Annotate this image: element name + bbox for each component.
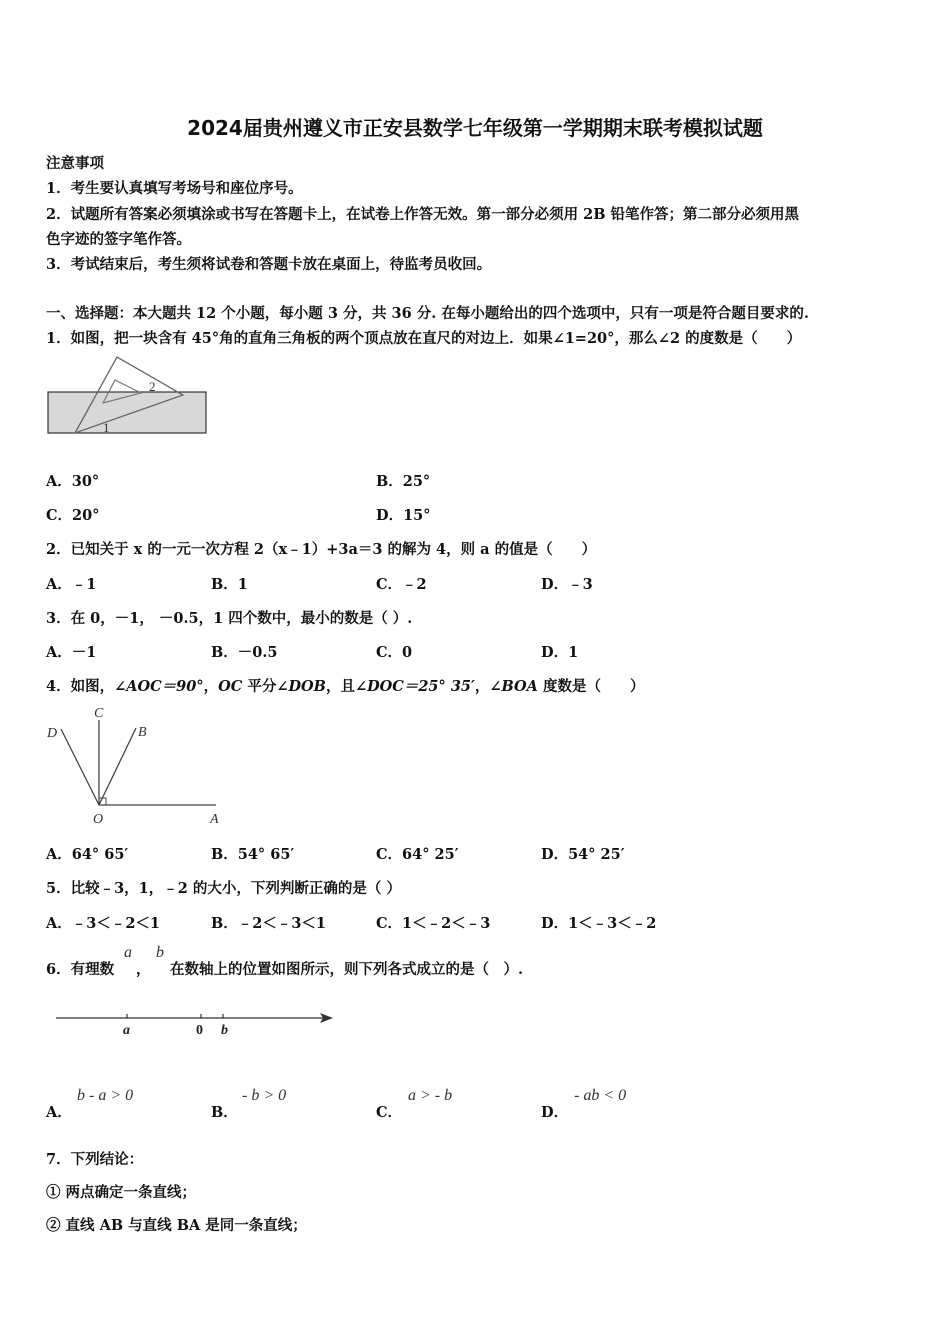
- q4-angle-boa: ∠BOA: [489, 678, 538, 695]
- q2-option-b[interactable]: B．1: [211, 576, 248, 593]
- q4-sep-2: 平分: [242, 678, 277, 695]
- axis-label-0: 0: [196, 1023, 203, 1038]
- point-c-label: C: [94, 706, 104, 721]
- q4-stem: [46, 675, 644, 696]
- q1-option-a[interactable]: A．30°: [46, 473, 100, 490]
- q6-option-a-label[interactable]: A．: [46, 1104, 72, 1121]
- q2-option-a[interactable]: A．﹣1: [46, 576, 97, 593]
- q5-option-c[interactable]: C．1＜﹣2＜﹣3: [376, 915, 491, 932]
- q4-option-d[interactable]: D．54° 25′: [541, 846, 625, 863]
- notice-item-3: 3．考试结束后，考生须将试卷和答题卡放在桌面上，待监考员收回。: [46, 256, 492, 273]
- angle-2-label: 2: [149, 379, 156, 394]
- q3-option-d[interactable]: D．1: [541, 644, 579, 661]
- q4-ray-oc: OC: [218, 678, 243, 695]
- q4-sep-3: ，且: [325, 678, 355, 695]
- section-heading: 一、选择题：本大题共 12 个小题，每小题 3 分，共 36 分. 在每小题给出的四个选项中，只有一项是符合题目要求的.: [46, 305, 809, 322]
- q3-option-c[interactable]: C．0: [376, 644, 413, 661]
- point-d-label: D: [47, 726, 58, 741]
- q6-option-d-label[interactable]: D．: [541, 1104, 569, 1121]
- point-b-label: B: [138, 725, 147, 740]
- q6-option-c-label[interactable]: C．: [376, 1104, 403, 1121]
- q4-angle-doc: ∠DOC＝25° 35′: [354, 678, 475, 695]
- q2-option-c[interactable]: C．﹣2: [376, 576, 427, 593]
- axis-label-b: b: [221, 1023, 228, 1038]
- q6-var-a: a: [124, 944, 132, 961]
- q1-ruler-triangle-figure: [45, 355, 210, 437]
- q7-stem: 7．下列结论：: [46, 1151, 144, 1168]
- q4-angle-aoc: ∠AOC＝90°: [114, 678, 204, 695]
- q5-option-a[interactable]: A．﹣3＜﹣2＜1: [46, 915, 161, 932]
- q6-comma: ，: [136, 961, 151, 978]
- notice-heading: 注意事项: [46, 155, 104, 172]
- q4-stem-pre: 4．如图，: [46, 678, 115, 695]
- q6-option-d-expr[interactable]: - ab < 0: [574, 1087, 627, 1104]
- notice-item-2-line-2: 色字迹的签字笔作答。: [46, 231, 191, 248]
- q4-option-b[interactable]: B．54° 65′: [211, 846, 295, 863]
- q4-angle-dob: ∠DOB: [276, 678, 326, 695]
- q6-stem-post: 在数轴上的位置如图所示，则下列各式成立的是（ ）.: [170, 961, 524, 978]
- angle-1-label: 1: [103, 420, 110, 435]
- q1-stem: 1．如图，把一块含有 45°角的直角三角板的两个顶点放在直尺的对边上．如果∠1=20°，那么∠2 的度数是（ ）: [46, 330, 802, 347]
- notice-item-2-line-1: 2．试题所有答案必须填涂或书写在答题卡上，在试卷上作答无效。第一部分必须用 2B 铅笔作答；第二部分必须用黑: [46, 206, 800, 223]
- q6-stem-pre: 6．有理数: [46, 961, 115, 978]
- q4-stem-post: 度数是（ ）: [537, 678, 645, 695]
- q7-item-1: ① 两点确定一条直线；: [46, 1184, 197, 1201]
- q2-stem: 2．已知关于 x 的一元一次方程 2（x﹣1）+3a＝3 的解为 4，则 a 的值是（ ）: [46, 541, 597, 558]
- axis-label-a: a: [123, 1023, 130, 1038]
- notice-item-1: 1．考生要认真填写考场号和座位序号。: [46, 180, 303, 197]
- q3-option-b[interactable]: B．－0.5: [211, 644, 278, 661]
- q3-stem: 3．在 0，－1， －0.5，1 四个数中，最小的数是（ ）.: [46, 610, 413, 627]
- q1-option-b[interactable]: B．25°: [376, 473, 431, 490]
- q2-option-d[interactable]: D．﹣3: [541, 576, 593, 593]
- q3-option-a[interactable]: A．－1: [46, 644, 97, 661]
- q6-option-b-label[interactable]: B．: [211, 1104, 238, 1121]
- q4-option-a[interactable]: A．64° 65′: [46, 846, 129, 863]
- ray-od: [61, 729, 99, 805]
- q6-option-b-expr[interactable]: - b > 0: [242, 1087, 287, 1104]
- q6-var-b: b: [156, 944, 164, 961]
- point-a-label: A: [210, 812, 219, 827]
- q6-number-line: [52, 1005, 342, 1041]
- point-o-label: O: [93, 812, 104, 827]
- page-title: 2024届贵州遵义市正安县数学七年级第一学期期末联考模拟试题: [187, 116, 763, 140]
- q6-option-c-expr[interactable]: a > - b: [408, 1087, 453, 1104]
- ruler-shape: [48, 392, 206, 433]
- q1-option-d[interactable]: D．15°: [376, 507, 431, 524]
- q4-option-c[interactable]: C．64° 25′: [376, 846, 459, 863]
- q1-option-c[interactable]: C．20°: [46, 507, 100, 524]
- q4-angle-figure: [44, 703, 229, 828]
- q5-option-b[interactable]: B．﹣2＜﹣3＜1: [211, 915, 327, 932]
- q5-option-d[interactable]: D．1＜﹣3＜﹣2: [541, 915, 657, 932]
- q5-stem: 5．比较﹣3，1，﹣2 的大小，下列判断正确的是（ ）: [46, 880, 401, 897]
- ray-ob: [99, 728, 136, 805]
- q4-sep-4: ，: [474, 678, 490, 695]
- q6-option-a-expr[interactable]: b - a > 0: [77, 1087, 134, 1104]
- q7-item-2: ② 直线 AB 与直线 BA 是同一条直线；: [46, 1217, 307, 1234]
- q4-sep-1: ，: [203, 678, 219, 695]
